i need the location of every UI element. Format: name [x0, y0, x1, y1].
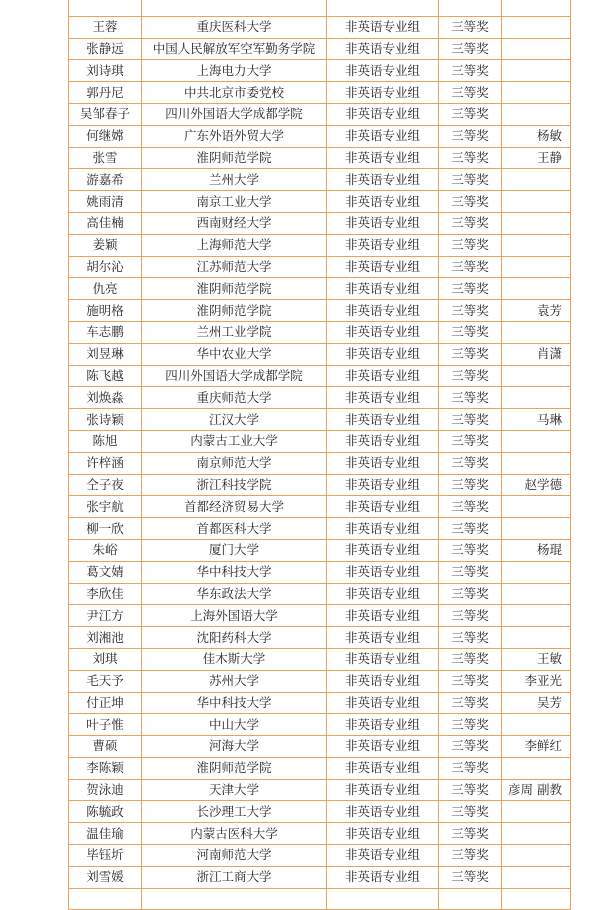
group-cell: 非英语专业组: [327, 823, 439, 845]
teacher-cell: [502, 103, 571, 125]
name-cell: 刘诗琪: [69, 60, 142, 82]
group-cell: 非英语专业组: [327, 648, 439, 670]
award-cell: 三等奖: [439, 648, 502, 670]
school-cell: 沈阳药科大学: [142, 627, 327, 649]
table-row: [69, 212, 571, 234]
group-cell: 非英语专业组: [327, 539, 439, 561]
teacher-cell: [502, 888, 571, 910]
group-cell: 非英语专业组: [327, 452, 439, 474]
group-cell: 非英语专业组: [327, 256, 439, 278]
award-cell: 三等奖: [439, 191, 502, 213]
group-cell: 非英语专业组: [327, 147, 439, 169]
table-row: [69, 191, 571, 213]
name-cell: 高佳楠: [69, 212, 142, 234]
group-cell: 非英语专业组: [327, 474, 439, 496]
table-row: [69, 627, 571, 649]
table-row: [69, 496, 571, 518]
name-cell: 张诗颖: [69, 409, 142, 431]
award-cell: 三等奖: [439, 409, 502, 431]
name-cell: 贺泳迪: [69, 779, 142, 801]
group-cell: 非英语专业组: [327, 278, 439, 300]
award-cell: 三等奖: [439, 714, 502, 736]
award-cell: 三等奖: [439, 147, 502, 169]
award-cell: 三等奖: [439, 823, 502, 845]
table-row: [69, 321, 571, 343]
table-row: [69, 0, 571, 16]
teacher-cell: [502, 714, 571, 736]
group-cell: 非英语专业组: [327, 583, 439, 605]
results-table-body: [69, 0, 571, 910]
school-cell: 上海师范大学: [142, 234, 327, 256]
table-row: [69, 736, 571, 758]
table-row: [69, 670, 571, 692]
award-cell: 三等奖: [439, 518, 502, 540]
teacher-cell: [502, 866, 571, 888]
teacher-cell: [502, 845, 571, 867]
table-row: [69, 583, 571, 605]
name-cell: 吴邹春子: [69, 103, 142, 125]
award-cell: 三等奖: [439, 169, 502, 191]
teacher-cell: 彦周 副教: [502, 779, 571, 801]
table-row: [69, 845, 571, 867]
award-cell: 三等奖: [439, 60, 502, 82]
teacher-cell: 王静: [502, 147, 571, 169]
group-cell: 非英语专业组: [327, 801, 439, 823]
group-cell: 非英语专业组: [327, 234, 439, 256]
teacher-cell: 马琳: [502, 409, 571, 431]
award-cell: 三等奖: [439, 387, 502, 409]
group-cell: 非英语专业组: [327, 387, 439, 409]
name-cell: [69, 888, 142, 910]
school-cell: 江苏师范大学: [142, 256, 327, 278]
award-cell: 三等奖: [439, 845, 502, 867]
award-cell: 三等奖: [439, 627, 502, 649]
name-cell: [69, 0, 142, 16]
school-cell: 南京工业大学: [142, 191, 327, 213]
name-cell: 尹江方: [69, 605, 142, 627]
table-row: [69, 387, 571, 409]
award-cell: 三等奖: [439, 125, 502, 147]
school-cell: [142, 0, 327, 16]
group-cell: 非英语专业组: [327, 103, 439, 125]
teacher-cell: [502, 518, 571, 540]
table-row: [69, 343, 571, 365]
table-row: [69, 16, 571, 38]
name-cell: 李欣佳: [69, 583, 142, 605]
table-row: [69, 103, 571, 125]
table-row: [69, 125, 571, 147]
award-cell: 三等奖: [439, 365, 502, 387]
school-cell: 浙江科技学院: [142, 474, 327, 496]
school-cell: 中山大学: [142, 714, 327, 736]
school-cell: 中国人民解放军空军勤务学院: [142, 38, 327, 60]
table-row: [69, 605, 571, 627]
school-cell: 厦门大学: [142, 539, 327, 561]
name-cell: 张雪: [69, 147, 142, 169]
group-cell: 非英语专业组: [327, 409, 439, 431]
group-cell: 非英语专业组: [327, 605, 439, 627]
teacher-cell: [502, 16, 571, 38]
award-cell: 三等奖: [439, 278, 502, 300]
school-cell: 首都医科大学: [142, 518, 327, 540]
group-cell: 非英语专业组: [327, 736, 439, 758]
award-cell: 三等奖: [439, 212, 502, 234]
table-row: [69, 474, 571, 496]
school-cell: 内蒙古工业大学: [142, 430, 327, 452]
name-cell: 王蓉: [69, 16, 142, 38]
name-cell: 陈飞越: [69, 365, 142, 387]
group-cell: 非英语专业组: [327, 866, 439, 888]
group-cell: 非英语专业组: [327, 191, 439, 213]
award-cell: 三等奖: [439, 561, 502, 583]
school-cell: 华中农业大学: [142, 343, 327, 365]
teacher-cell: [502, 365, 571, 387]
award-cell: 三等奖: [439, 82, 502, 104]
table-row: [69, 278, 571, 300]
table-row: [69, 300, 571, 322]
name-cell: 葛文婧: [69, 561, 142, 583]
table-row: [69, 779, 571, 801]
group-cell: 非英语专业组: [327, 757, 439, 779]
teacher-cell: 王敏: [502, 648, 571, 670]
award-cell: 三等奖: [439, 300, 502, 322]
teacher-cell: [502, 823, 571, 845]
name-cell: 仝子夜: [69, 474, 142, 496]
group-cell: [327, 0, 439, 16]
group-cell: 非英语专业组: [327, 321, 439, 343]
award-cell: 三等奖: [439, 801, 502, 823]
name-cell: 陈毓政: [69, 801, 142, 823]
school-cell: 重庆师范大学: [142, 387, 327, 409]
award-cell: 三等奖: [439, 474, 502, 496]
teacher-cell: [502, 430, 571, 452]
name-cell: 姜颖: [69, 234, 142, 256]
teacher-cell: [502, 496, 571, 518]
name-cell: 刘湘池: [69, 627, 142, 649]
name-cell: 柳一欣: [69, 518, 142, 540]
award-cell: 三等奖: [439, 866, 502, 888]
school-cell: 浙江工商大学: [142, 866, 327, 888]
teacher-cell: 李鲜红: [502, 736, 571, 758]
group-cell: 非英语专业组: [327, 627, 439, 649]
group-cell: 非英语专业组: [327, 38, 439, 60]
award-cell: 三等奖: [439, 343, 502, 365]
table-row: [69, 823, 571, 845]
name-cell: 车志鹏: [69, 321, 142, 343]
teacher-cell: 杨琨: [502, 539, 571, 561]
award-cell: 三等奖: [439, 321, 502, 343]
table-row: [69, 539, 571, 561]
group-cell: 非英语专业组: [327, 430, 439, 452]
group-cell: 非英语专业组: [327, 60, 439, 82]
school-cell: 江汉大学: [142, 409, 327, 431]
group-cell: 非英语专业组: [327, 125, 439, 147]
teacher-cell: [502, 757, 571, 779]
group-cell: 非英语专业组: [327, 496, 439, 518]
name-cell: 张宇航: [69, 496, 142, 518]
teacher-cell: [502, 191, 571, 213]
school-cell: 上海外国语大学: [142, 605, 327, 627]
school-cell: 广东外语外贸大学: [142, 125, 327, 147]
teacher-cell: 李亚光: [502, 670, 571, 692]
group-cell: 非英语专业组: [327, 300, 439, 322]
table-row: [69, 256, 571, 278]
table-row: [69, 452, 571, 474]
group-cell: 非英语专业组: [327, 670, 439, 692]
results-table: [68, 0, 571, 910]
teacher-cell: [502, 801, 571, 823]
teacher-cell: 赵学德: [502, 474, 571, 496]
school-cell: 西南财经大学: [142, 212, 327, 234]
award-cell: 三等奖: [439, 779, 502, 801]
name-cell: 刘昱琳: [69, 343, 142, 365]
award-cell: 三等奖: [439, 757, 502, 779]
group-cell: 非英语专业组: [327, 692, 439, 714]
school-cell: 内蒙古医科大学: [142, 823, 327, 845]
name-cell: 刘焕淼: [69, 387, 142, 409]
award-cell: 三等奖: [439, 234, 502, 256]
name-cell: 刘雪媛: [69, 866, 142, 888]
table-row: [69, 234, 571, 256]
award-cell: 三等奖: [439, 430, 502, 452]
table-row: [69, 365, 571, 387]
award-cell: 三等奖: [439, 103, 502, 125]
name-cell: 姚雨清: [69, 191, 142, 213]
name-cell: 付正坤: [69, 692, 142, 714]
name-cell: 刘琪: [69, 648, 142, 670]
teacher-cell: [502, 0, 571, 16]
school-cell: 重庆医科大学: [142, 16, 327, 38]
group-cell: 非英语专业组: [327, 212, 439, 234]
teacher-cell: 袁芳: [502, 300, 571, 322]
name-cell: 李陈颖: [69, 757, 142, 779]
name-cell: 张静远: [69, 38, 142, 60]
group-cell: 非英语专业组: [327, 16, 439, 38]
award-cell: 三等奖: [439, 736, 502, 758]
name-cell: 毛天予: [69, 670, 142, 692]
table-row: [69, 692, 571, 714]
school-cell: 河南师范大学: [142, 845, 327, 867]
teacher-cell: [502, 561, 571, 583]
school-cell: 华中科技大学: [142, 561, 327, 583]
award-cell: 三等奖: [439, 670, 502, 692]
teacher-cell: [502, 234, 571, 256]
table-row: [69, 60, 571, 82]
school-cell: 淮阴师范学院: [142, 757, 327, 779]
school-cell: 淮阴师范学院: [142, 300, 327, 322]
table-row: [69, 147, 571, 169]
table-row: [69, 648, 571, 670]
award-cell: [439, 0, 502, 16]
school-cell: 上海电力大学: [142, 60, 327, 82]
school-cell: 兰州大学: [142, 169, 327, 191]
table-row: [69, 38, 571, 60]
award-cell: 三等奖: [439, 583, 502, 605]
group-cell: 非英语专业组: [327, 343, 439, 365]
school-cell: 河海大学: [142, 736, 327, 758]
school-cell: 兰州工业学院: [142, 321, 327, 343]
group-cell: 非英语专业组: [327, 82, 439, 104]
school-cell: 四川外国语大学成都学院: [142, 365, 327, 387]
school-cell: [142, 888, 327, 910]
group-cell: 非英语专业组: [327, 845, 439, 867]
teacher-cell: [502, 583, 571, 605]
table-row: [69, 866, 571, 888]
school-cell: 长沙理工大学: [142, 801, 327, 823]
table-row: [69, 409, 571, 431]
table-row: [69, 561, 571, 583]
teacher-cell: [502, 169, 571, 191]
group-cell: 非英语专业组: [327, 779, 439, 801]
name-cell: 曹硕: [69, 736, 142, 758]
teacher-cell: [502, 278, 571, 300]
teacher-cell: 肖潇: [502, 343, 571, 365]
teacher-cell: 杨敏: [502, 125, 571, 147]
group-cell: 非英语专业组: [327, 518, 439, 540]
teacher-cell: [502, 321, 571, 343]
group-cell: 非英语专业组: [327, 169, 439, 191]
name-cell: 游嘉希: [69, 169, 142, 191]
award-cell: 三等奖: [439, 256, 502, 278]
school-cell: 天津大学: [142, 779, 327, 801]
table-row: [69, 169, 571, 191]
name-cell: 叶子惟: [69, 714, 142, 736]
award-cell: 三等奖: [439, 692, 502, 714]
name-cell: 陈旭: [69, 430, 142, 452]
school-cell: 中共北京市委党校: [142, 82, 327, 104]
teacher-cell: [502, 452, 571, 474]
group-cell: 非英语专业组: [327, 561, 439, 583]
award-cell: 三等奖: [439, 496, 502, 518]
name-cell: 许梓涵: [69, 452, 142, 474]
award-cell: 三等奖: [439, 16, 502, 38]
teacher-cell: [502, 212, 571, 234]
table-row: [69, 757, 571, 779]
award-cell: 三等奖: [439, 605, 502, 627]
teacher-cell: [502, 256, 571, 278]
table-row: [69, 518, 571, 540]
table-row: [69, 82, 571, 104]
name-cell: 毕钰圻: [69, 845, 142, 867]
school-cell: 佳木斯大学: [142, 648, 327, 670]
school-cell: 四川外国语大学成都学院: [142, 103, 327, 125]
school-cell: 苏州大学: [142, 670, 327, 692]
school-cell: 淮阴师范学院: [142, 147, 327, 169]
name-cell: 胡尔沁: [69, 256, 142, 278]
group-cell: [327, 888, 439, 910]
name-cell: 郭丹尼: [69, 82, 142, 104]
group-cell: 非英语专业组: [327, 714, 439, 736]
award-cell: [439, 888, 502, 910]
award-cell: 三等奖: [439, 539, 502, 561]
teacher-cell: [502, 627, 571, 649]
school-cell: 南京师范大学: [142, 452, 327, 474]
name-cell: 施明格: [69, 300, 142, 322]
school-cell: 华东政法大学: [142, 583, 327, 605]
name-cell: 朱峪: [69, 539, 142, 561]
school-cell: 首都经济贸易大学: [142, 496, 327, 518]
award-cell: 三等奖: [439, 452, 502, 474]
teacher-cell: [502, 82, 571, 104]
award-cell: 三等奖: [439, 38, 502, 60]
table-row: [69, 888, 571, 910]
teacher-cell: [502, 605, 571, 627]
teacher-cell: 吴芳: [502, 692, 571, 714]
school-cell: 华中科技大学: [142, 692, 327, 714]
name-cell: 何继嫦: [69, 125, 142, 147]
table-row: [69, 801, 571, 823]
group-cell: 非英语专业组: [327, 365, 439, 387]
teacher-cell: [502, 387, 571, 409]
teacher-cell: [502, 60, 571, 82]
school-cell: 淮阴师范学院: [142, 278, 327, 300]
name-cell: 仇亮: [69, 278, 142, 300]
table-row: [69, 430, 571, 452]
name-cell: 温佳瑜: [69, 823, 142, 845]
teacher-cell: [502, 38, 571, 60]
table-row: [69, 714, 571, 736]
